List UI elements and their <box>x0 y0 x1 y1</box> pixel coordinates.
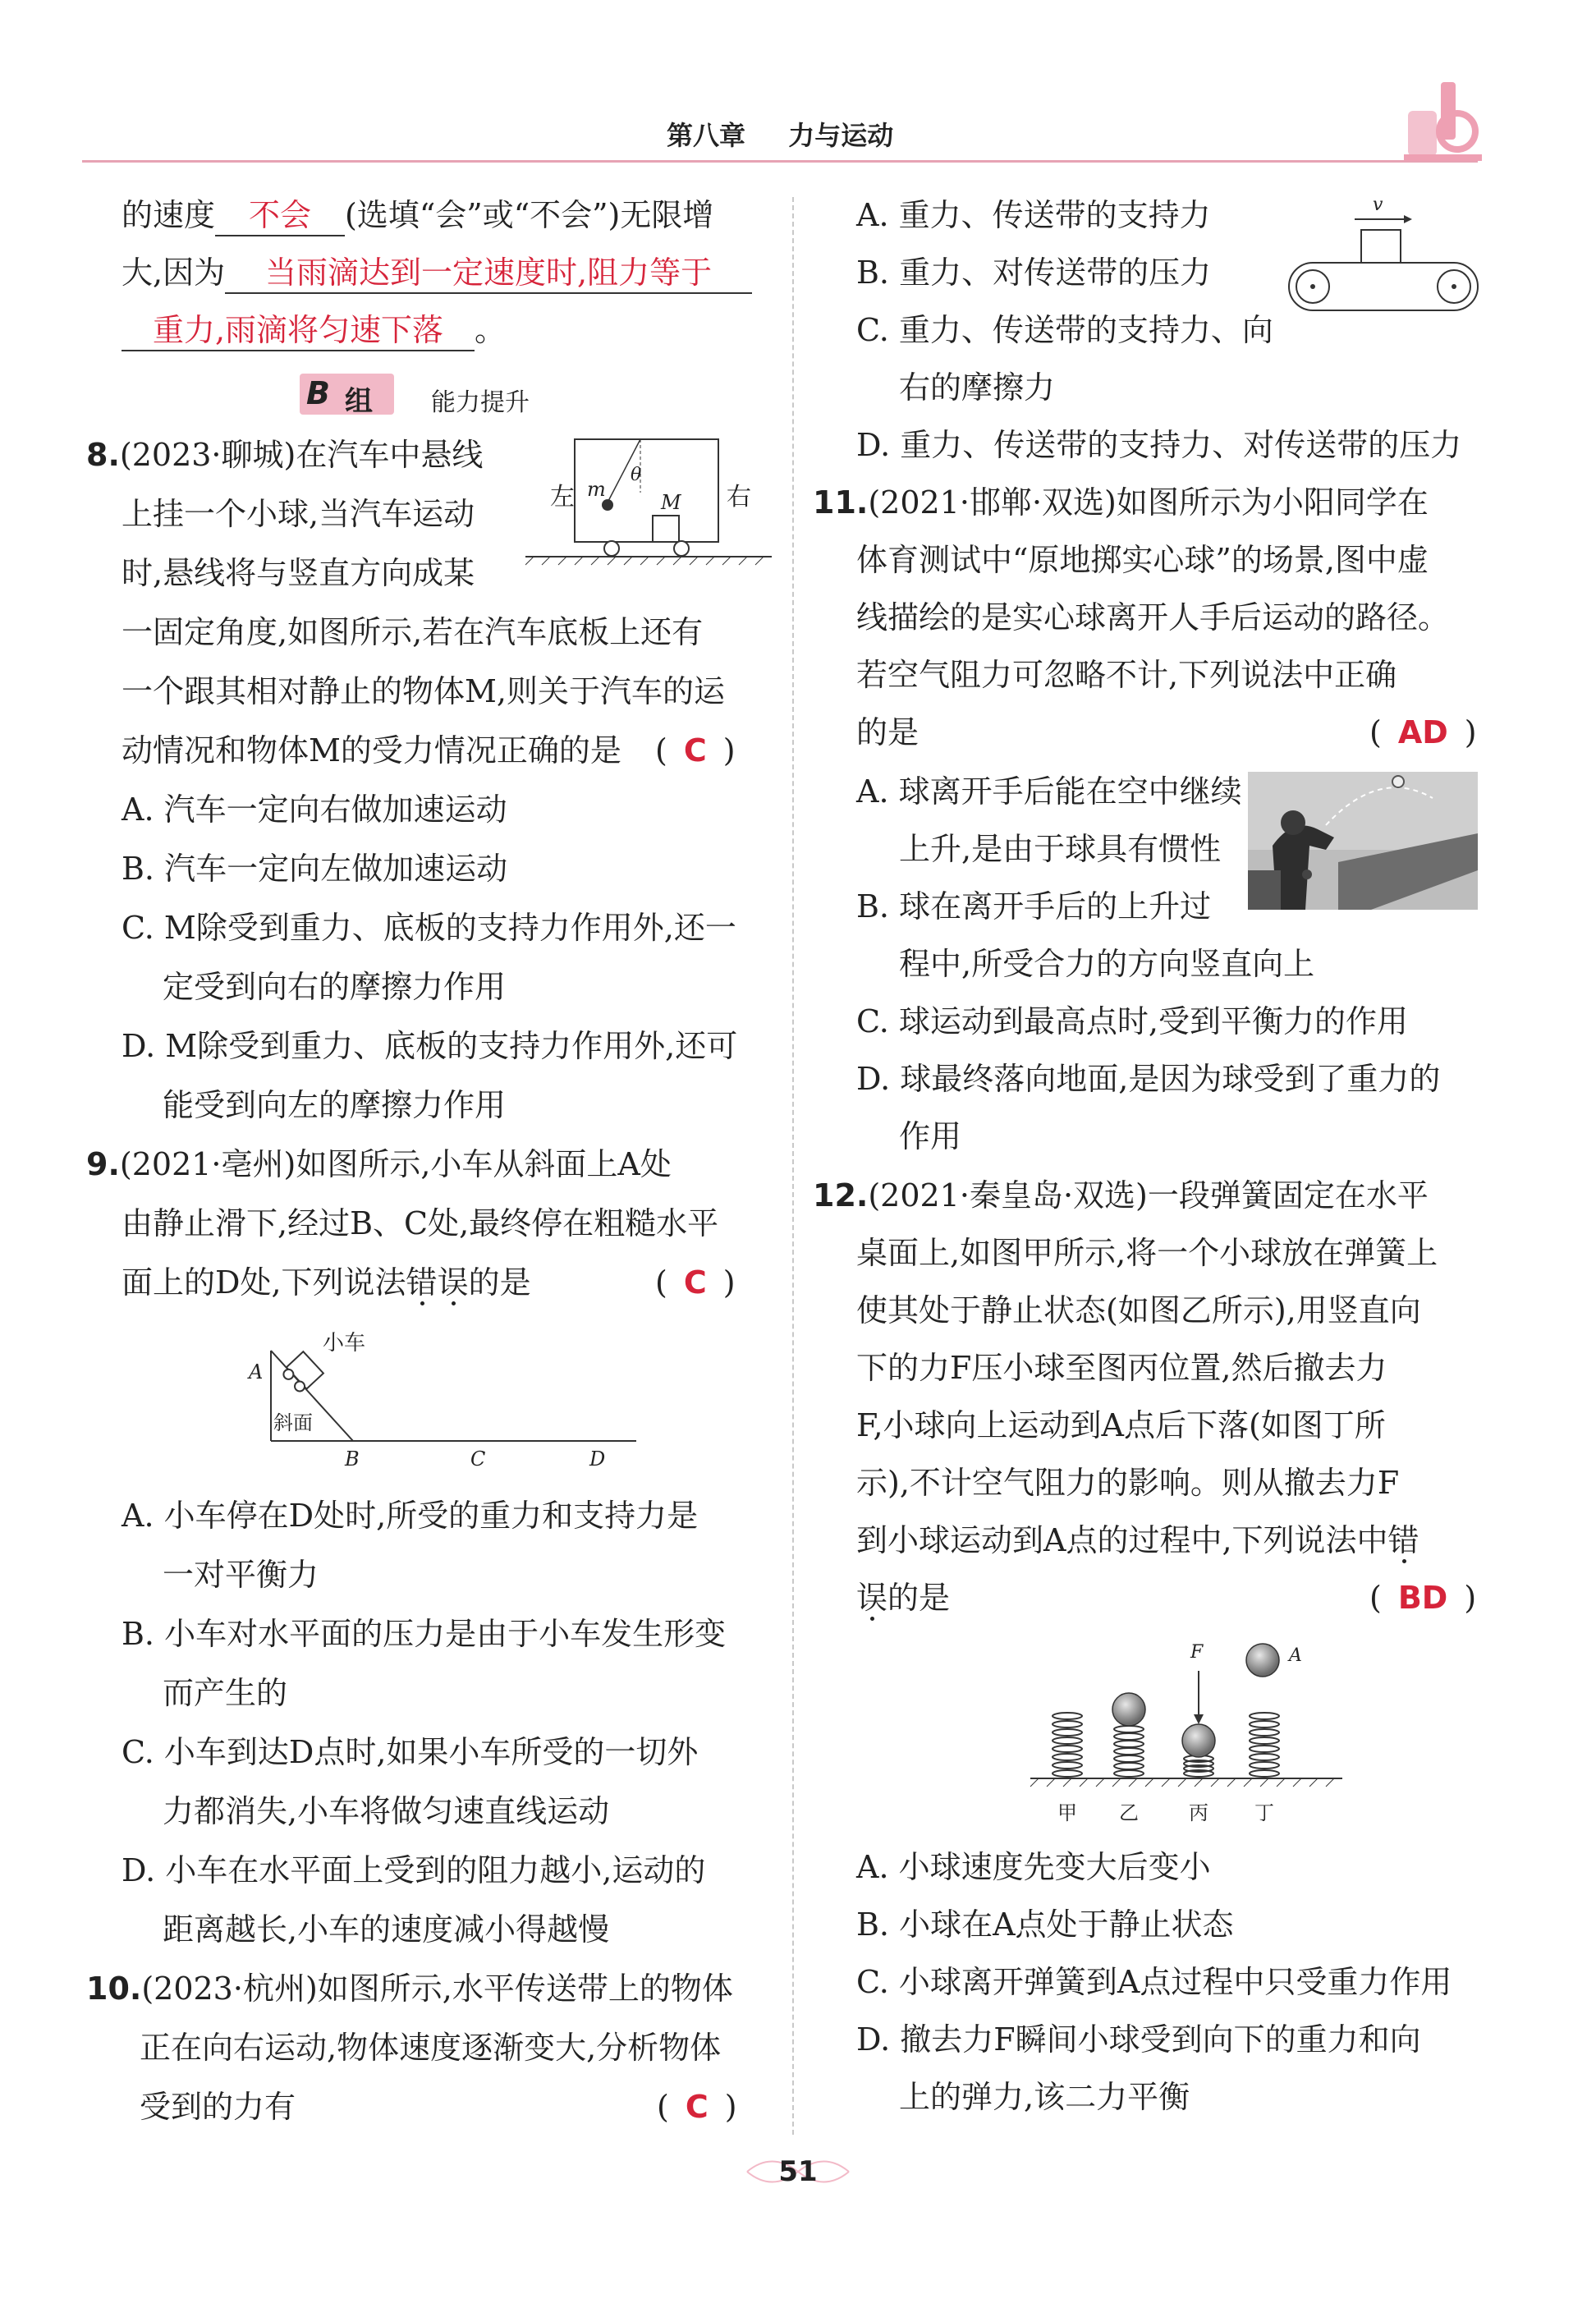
paren: ( <box>655 1264 667 1301</box>
q12-text: 到小球运动到A点的过程中,下列说法中 <box>856 1522 1388 1558</box>
section-b-letter: B <box>306 375 330 411</box>
q10-option-d: D. 重力、传送带的支持力、对传送带的压力 <box>856 427 1462 463</box>
fig-label-theta: θ <box>631 465 642 485</box>
fig-label-jia: 甲 <box>1057 1801 1077 1824</box>
paren: ) <box>1464 1580 1477 1616</box>
q9-source: (2021·亳州) <box>119 1146 296 1182</box>
q10-option-a: A. 重力、传送带的支持力 <box>856 197 1211 233</box>
fig-label-yi: 乙 <box>1119 1801 1139 1824</box>
q12-option-c: C. 小球离开弹簧到A点过程中只受重力作用 <box>856 1964 1452 2000</box>
fig-label-m: m <box>587 478 606 501</box>
q9-text: 如图所示,小车从斜面上A处 <box>296 1146 672 1182</box>
paren: ) <box>1464 714 1477 750</box>
fig-label-slope: 斜面 <box>273 1411 313 1434</box>
q9-line3 <box>122 1263 531 1302</box>
q11-answer <box>1369 713 1477 752</box>
q10-answer-value: C <box>685 2089 709 2125</box>
q11-option-b: B. 球在离开手后的上升过 <box>856 888 1212 925</box>
q10-line3: 受到的力有 <box>140 2089 296 2125</box>
q7-text: 大,因为 <box>122 255 226 291</box>
fig-label-C: C <box>470 1448 486 1470</box>
q8-option-a: A. 汽车一定向右做加速运动 <box>122 791 507 828</box>
q9-answer <box>655 1263 736 1302</box>
q10-option-c: C. 重力、传送带的支持力、向 <box>856 312 1273 348</box>
fig-label-ding: 丁 <box>1254 1801 1274 1824</box>
q10-line2: 正在向右运动,物体速度逐渐变大,分析物体 <box>140 2030 722 2066</box>
q9-option-b: B. 小车对水平面的压力是由于小车发生形变 <box>122 1616 727 1652</box>
q7-answer-blank-1: 不会 <box>215 195 345 236</box>
q11-source: (2021·邯郸·双选) <box>868 484 1117 521</box>
q12-option-d-cont: 上的弹力,该二力平衡 <box>899 2079 1190 2115</box>
q12-line5: F,小球向上运动到A点后下落(如图丁所 <box>856 1407 1386 1443</box>
paren: ) <box>724 2089 737 2125</box>
fig-label-F: F <box>1190 1642 1204 1663</box>
fig-label-M: M <box>661 491 681 514</box>
q11-text: 如图所示为小阳同学在 <box>1116 484 1429 521</box>
q8-option-d: D. M除受到重力、底板的支持力作用外,还可 <box>122 1028 738 1064</box>
q12-answer <box>1369 1578 1476 1617</box>
q8-line1 <box>86 435 483 475</box>
q11-line5: 的是 <box>856 714 920 750</box>
fig-label-A: A <box>1289 1645 1302 1666</box>
page-number: 51 <box>778 2155 818 2188</box>
q9-option-d-cont: 距离越长,小车的速度减小得越慢 <box>163 1911 610 1948</box>
paren: ( <box>1369 1580 1382 1616</box>
q11-line3: 线描绘的是实心球离开人手后运动的路径。 <box>856 599 1450 635</box>
q7-answer-blank-2: 当雨滴达到一定速度时,阻力等于 <box>225 253 752 294</box>
q9-option-c: C. 小车到达D点时,如果小车所受的一切外 <box>122 1734 699 1770</box>
emphasis-char: 误 <box>856 1580 888 1616</box>
q9-line2: 由静止滑下,经过B、C处,最终停在粗糙水平 <box>122 1205 719 1241</box>
header-line <box>82 160 1478 163</box>
fig-label-car: 小车 <box>323 1331 366 1356</box>
q8-answer <box>655 731 736 770</box>
q7-text: 的速度 <box>122 197 216 233</box>
q9-text: 面上的D处,下列说法 <box>122 1264 406 1301</box>
q8-line4: 一固定角度,如图所示,若在汽车底板上还有 <box>122 614 704 650</box>
q11-option-a: A. 球离开手后能在空中继续 <box>856 773 1242 810</box>
q8-number: 8. <box>86 437 120 473</box>
q11-photo <box>1248 772 1478 910</box>
q12-line8 <box>856 1578 950 1617</box>
q7-line2 <box>122 253 752 294</box>
q11-line1 <box>813 483 1429 522</box>
paren: ( <box>655 732 667 769</box>
q8-source: (2023·聊城) <box>119 437 296 473</box>
q11-answer-value: AD <box>1397 714 1448 750</box>
q9-text: 的是 <box>468 1264 531 1301</box>
microscope-icon <box>1396 66 1486 164</box>
fig-label-left: 左 <box>550 483 575 512</box>
q10-number: 10. <box>86 1971 142 2007</box>
q10-text: 如图所示,水平传送带上的物体 <box>317 1971 733 2007</box>
q11-line2: 体育测试中“原地掷实心球”的场景,图中虚 <box>856 542 1429 578</box>
q8-option-c: C. M除受到重力、底板的支持力作用外,还一 <box>122 910 736 946</box>
q11-option-a-cont: 上升,是由于球具有惯性 <box>899 831 1222 867</box>
q12-line2: 桌面上,如图甲所示,将一个小球放在弹簧上 <box>856 1235 1438 1271</box>
fig-label-D: D <box>589 1448 606 1470</box>
q9-option-a-cont: 一对平衡力 <box>163 1557 319 1593</box>
chapter-title: 力与运动 <box>788 120 894 151</box>
q11-number: 11. <box>813 484 869 521</box>
q9-option-c-cont: 力都消失,小车将做匀速直线运动 <box>163 1793 610 1829</box>
page-number-ornament <box>739 2147 857 2196</box>
q8-answer-value: C <box>683 732 707 769</box>
paren: ( <box>657 2089 669 2125</box>
q7-line3 <box>122 310 506 351</box>
fig-label-bing: 丙 <box>1189 1801 1208 1824</box>
q12-line7 <box>856 1521 1419 1560</box>
paren: ) <box>722 732 736 769</box>
q10-line1 <box>86 1969 733 2008</box>
q10-source: (2023·杭州) <box>141 1971 318 2007</box>
q9-option-a: A. 小车停在D处时,所受的重力和支持力是 <box>122 1498 699 1534</box>
q8-option-c-cont: 定受到向右的摩擦力作用 <box>163 969 507 1005</box>
q9-option-b-cont: 而产生的 <box>163 1675 288 1711</box>
q12-text: 一段弹簧固定在水平 <box>1147 1177 1429 1214</box>
q12-answer-value: BD <box>1397 1580 1448 1616</box>
q8-text: 在汽车中悬线 <box>296 437 484 473</box>
q11-option-c: C. 球运动到最高点时,受到平衡力的作用 <box>856 1003 1408 1039</box>
q12-option-d: D. 撤去力F瞬间小球受到向下的重力和向 <box>856 2021 1421 2058</box>
q9-line1 <box>86 1145 672 1184</box>
q9-figure <box>242 1326 644 1478</box>
emphasis-char: 误 <box>437 1264 469 1301</box>
q8-line6: 动情况和物体M的受力情况正确的是 <box>122 732 621 769</box>
header-chapter <box>667 115 893 153</box>
q11-option-d-cont: 作用 <box>899 1118 962 1154</box>
fig-label-right: 右 <box>727 483 751 512</box>
q10-figure <box>1281 195 1486 320</box>
q7-line1 <box>122 195 713 236</box>
column-divider <box>792 197 794 2135</box>
section-b-group: 组 <box>345 385 373 418</box>
q10-option-b: B. 重力、对传送带的压力 <box>856 255 1212 291</box>
fig-label-B: B <box>345 1448 360 1470</box>
fig-label-v: v <box>1373 195 1383 215</box>
q8-line2: 上挂一个小球,当汽车运动 <box>122 496 475 532</box>
q11-option-b-cont: 程中,所受合力的方向竖直向上 <box>899 946 1315 982</box>
section-b-label: 能力提升 <box>431 388 530 417</box>
q9-option-d: D. 小车在水平面上受到的阻力越小,运动的 <box>122 1852 706 1888</box>
q12-line3: 使其处于静止状态(如图乙所示),用竖直向 <box>856 1292 1421 1328</box>
q12-source: (2021·秦皇岛·双选) <box>868 1177 1148 1214</box>
q12-line1 <box>813 1176 1429 1215</box>
emphasis-char: 错 <box>406 1264 438 1301</box>
q12-figure <box>1026 1634 1346 1823</box>
q7-text: 。 <box>475 312 507 348</box>
q12-option-b: B. 小球在A点处于静止状态 <box>856 1906 1234 1943</box>
q12-text: 的是 <box>887 1580 951 1616</box>
q12-option-a: A. 小球速度先变大后变小 <box>856 1849 1211 1885</box>
fig-label-A: A <box>249 1360 264 1383</box>
q11-option-d: D. 球最终落向地面,是因为球受到了重力的 <box>856 1061 1441 1097</box>
q11-line4: 若空气阻力可忽略不计,下列说法中正确 <box>856 657 1397 693</box>
q10-answer <box>657 2087 737 2127</box>
q8-line3: 时,悬线将与竖直方向成某 <box>122 555 475 591</box>
paren: ) <box>722 1264 736 1301</box>
q7-text: (选填“会”或“不会”)无限增 <box>345 197 714 233</box>
q8-option-b: B. 汽车一定向左做加速运动 <box>122 851 508 887</box>
q12-line6: 示),不计空气阻力的影响。则从撤去力F <box>856 1465 1400 1501</box>
q10-option-c-cont: 右的摩擦力 <box>899 369 1056 406</box>
q8-option-d-cont: 能受到向左的摩擦力作用 <box>163 1087 507 1123</box>
chapter-number: 第八章 <box>667 120 746 151</box>
paren: ( <box>1369 714 1382 750</box>
q8-figure <box>525 427 772 567</box>
q9-number: 9. <box>86 1146 120 1182</box>
q12-number: 12. <box>813 1177 869 1214</box>
emphasis-char: 错 <box>1387 1522 1419 1558</box>
q8-line5: 一个跟其相对静止的物体M,则关于汽车的运 <box>122 673 725 709</box>
q9-answer-value: C <box>683 1264 707 1301</box>
q12-line4: 下的力F压小球至图丙位置,然后撤去力 <box>856 1350 1387 1386</box>
q7-answer-blank-3: 重力,雨滴将匀速下落 <box>122 310 475 351</box>
